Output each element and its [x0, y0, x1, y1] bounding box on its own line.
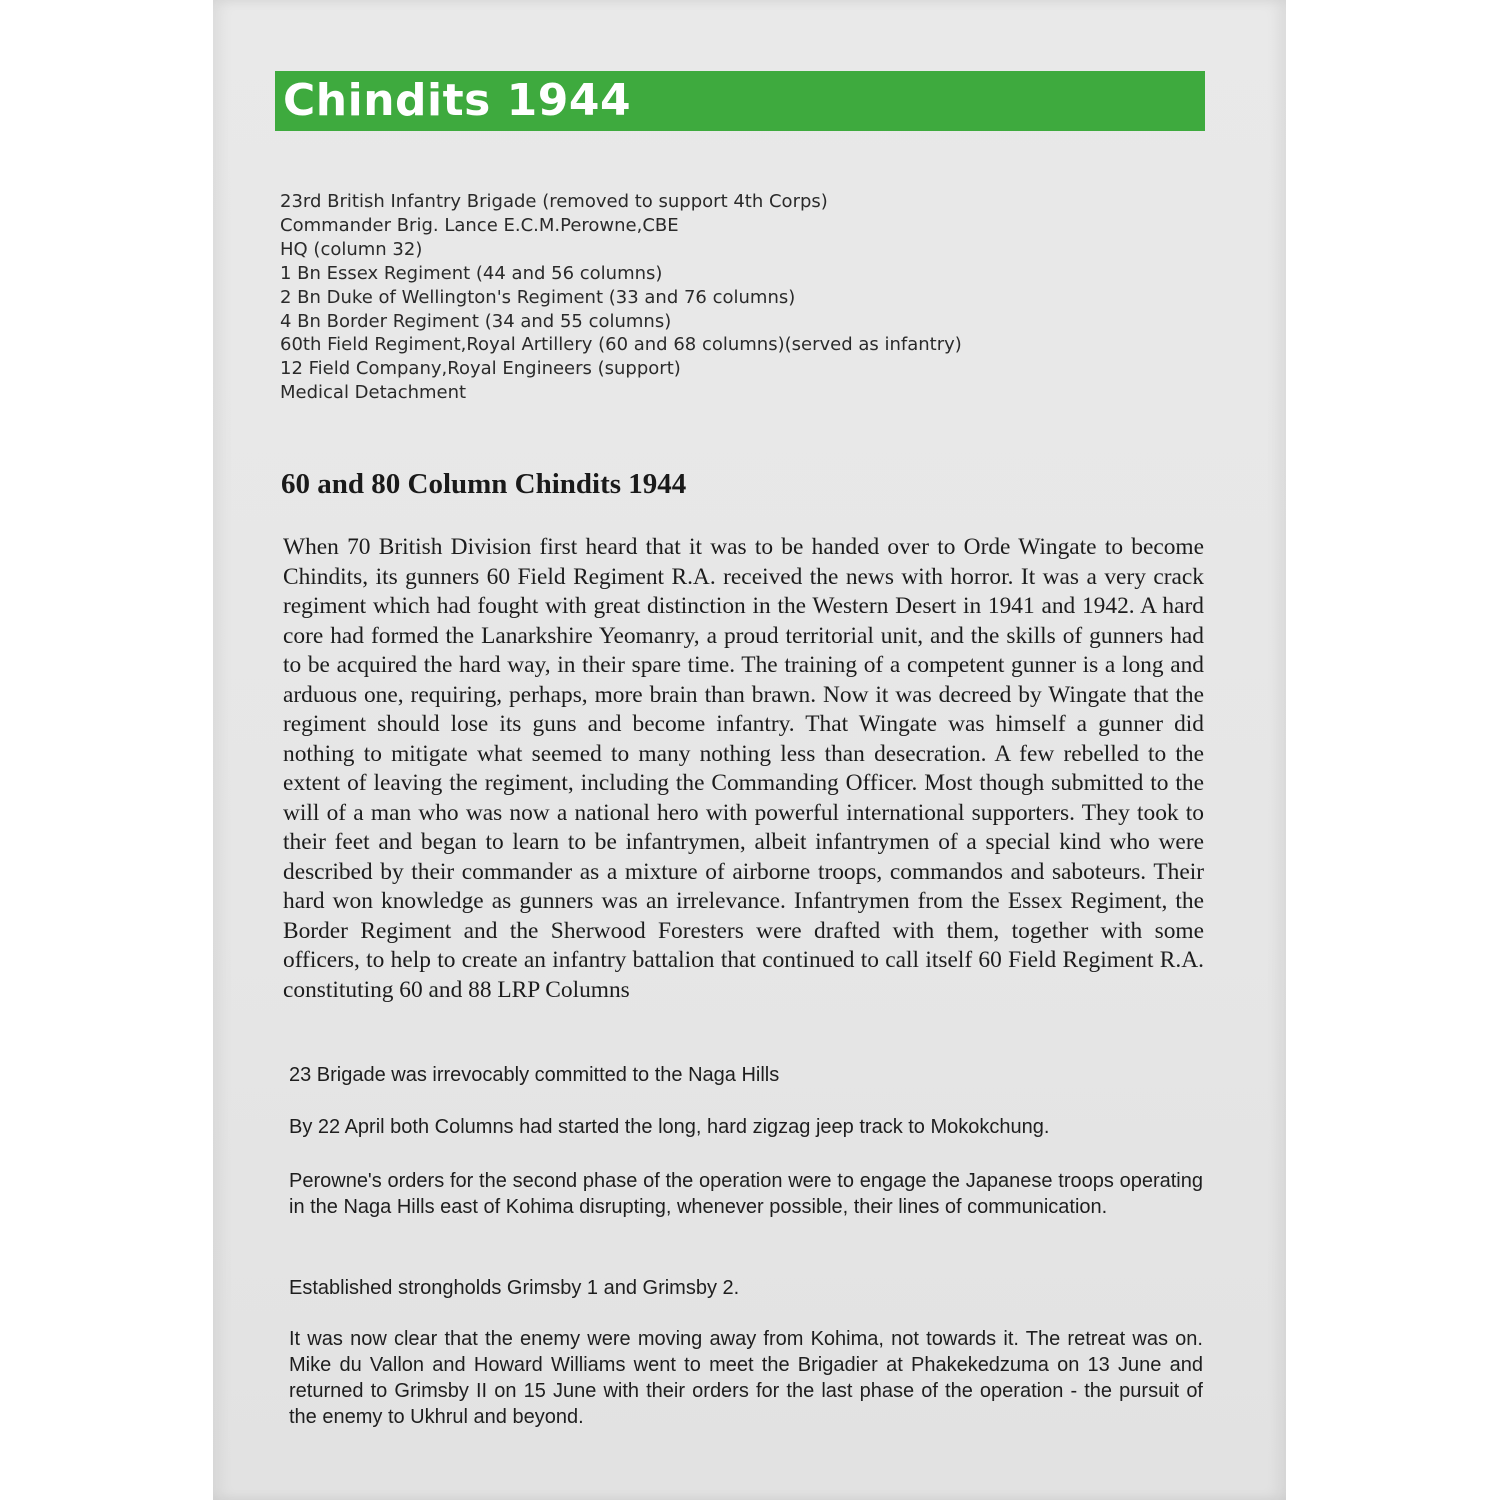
- order-of-battle-list: [280, 190, 1180, 405]
- list-item: 12 Field Company,Royal Engineers (support): [280, 358, 681, 380]
- paragraph-jeep-track: By 22 April both Columns had started the long, hard zigzag jeep track to Mokokchung.: [289, 1116, 1050, 1138]
- list-item: Commander Brig. Lance E.C.M.Perowne,CBE: [280, 214, 679, 236]
- section-heading: 60 and 80 Column Chindits 1944: [281, 468, 687, 500]
- list-item: 23rd British Infantry Brigade (removed to support 4th Corps): [280, 191, 828, 212]
- list-item: 4 Bn Border Regiment (34 and 55 columns): [280, 310, 672, 332]
- paragraph-brigade-committed: 23 Brigade was irrevocably committed to the Naga Hills: [289, 1064, 780, 1086]
- title-banner: [275, 71, 1205, 131]
- list-item: HQ (column 32): [280, 238, 423, 260]
- paragraph-perowne-orders: Perowne's orders for the second phase of the operation were to engage the Japanese troops operating in the Naga Hills east of Kohima disrupting, whenever possible, their lines of communication.: [289, 1170, 1203, 1218]
- list-item: 1 Bn Essex Regiment (44 and 56 columns): [280, 262, 663, 284]
- list-item: 60th Field Regiment,Royal Artillery (60 and 68 columns)(served as infantry): [280, 334, 962, 356]
- page-title: Chindits 1944: [283, 75, 632, 126]
- essay-paragraph: When 70 British Division first heard that it was to be handed over to Orde Wingate to become Chindits, its gunners 60 Field Regiment R.A. received the news with horror. It was a very crack regiment which had fought with great distinction in the Western Desert in 1941 and 1942. A hard core had formed the Lanarkshire Yeomanry, a proud territorial unit, and the skills of gunners had to be acquired the hard way, in their spare time. The training of a competent gunner is a long and arduous one, requiring, perhaps, more brain than brawn. Now it was decreed by Wingate that the regiment should lose its guns and become infantry. That Wingate was himself a gunner did nothing to mitigate what seemed to many nothing less than desecration. A few rebelled to the extent of leaving the regiment, including the Commanding Officer. Most though submitted to the will of a man who was now a national hero with powerful international supporters. They took to their feet and began to learn to be infantrymen, albeit infantrymen of a special kind who were described by their commander as a mixture of airborne troops, commandos and saboteurs. Their hard won knowledge as gunners was an irrelevance. Infantrymen from the Essex Regiment, the Border Regiment and the Sherwood Foresters were drafted with them, together with some officers, to help to create an infantry battalion that continued to call itself 60 Field Regiment R.A. constituting 60 and 88 LRP Columns: [283, 534, 1204, 1003]
- list-item: Medical Detachment: [280, 382, 467, 404]
- paragraph-strongholds: Established strongholds Grimsby 1 and Grimsby 2.: [289, 1277, 740, 1299]
- paragraph-retreat: It was now clear that the enemy were moving away from Kohima, not towards it. The retreat was on. Mike du Vallon and Howard Williams went to meet the Brigadier at Phakekedzuma on 13 June and returned to Grimsby II on 15 June with their orders for the last phase of the operation - the pursuit of the enemy to Ukhrul and beyond.: [289, 1328, 1203, 1428]
- list-item: 2 Bn Duke of Wellington's Regiment (33 and 76 columns): [280, 286, 796, 308]
